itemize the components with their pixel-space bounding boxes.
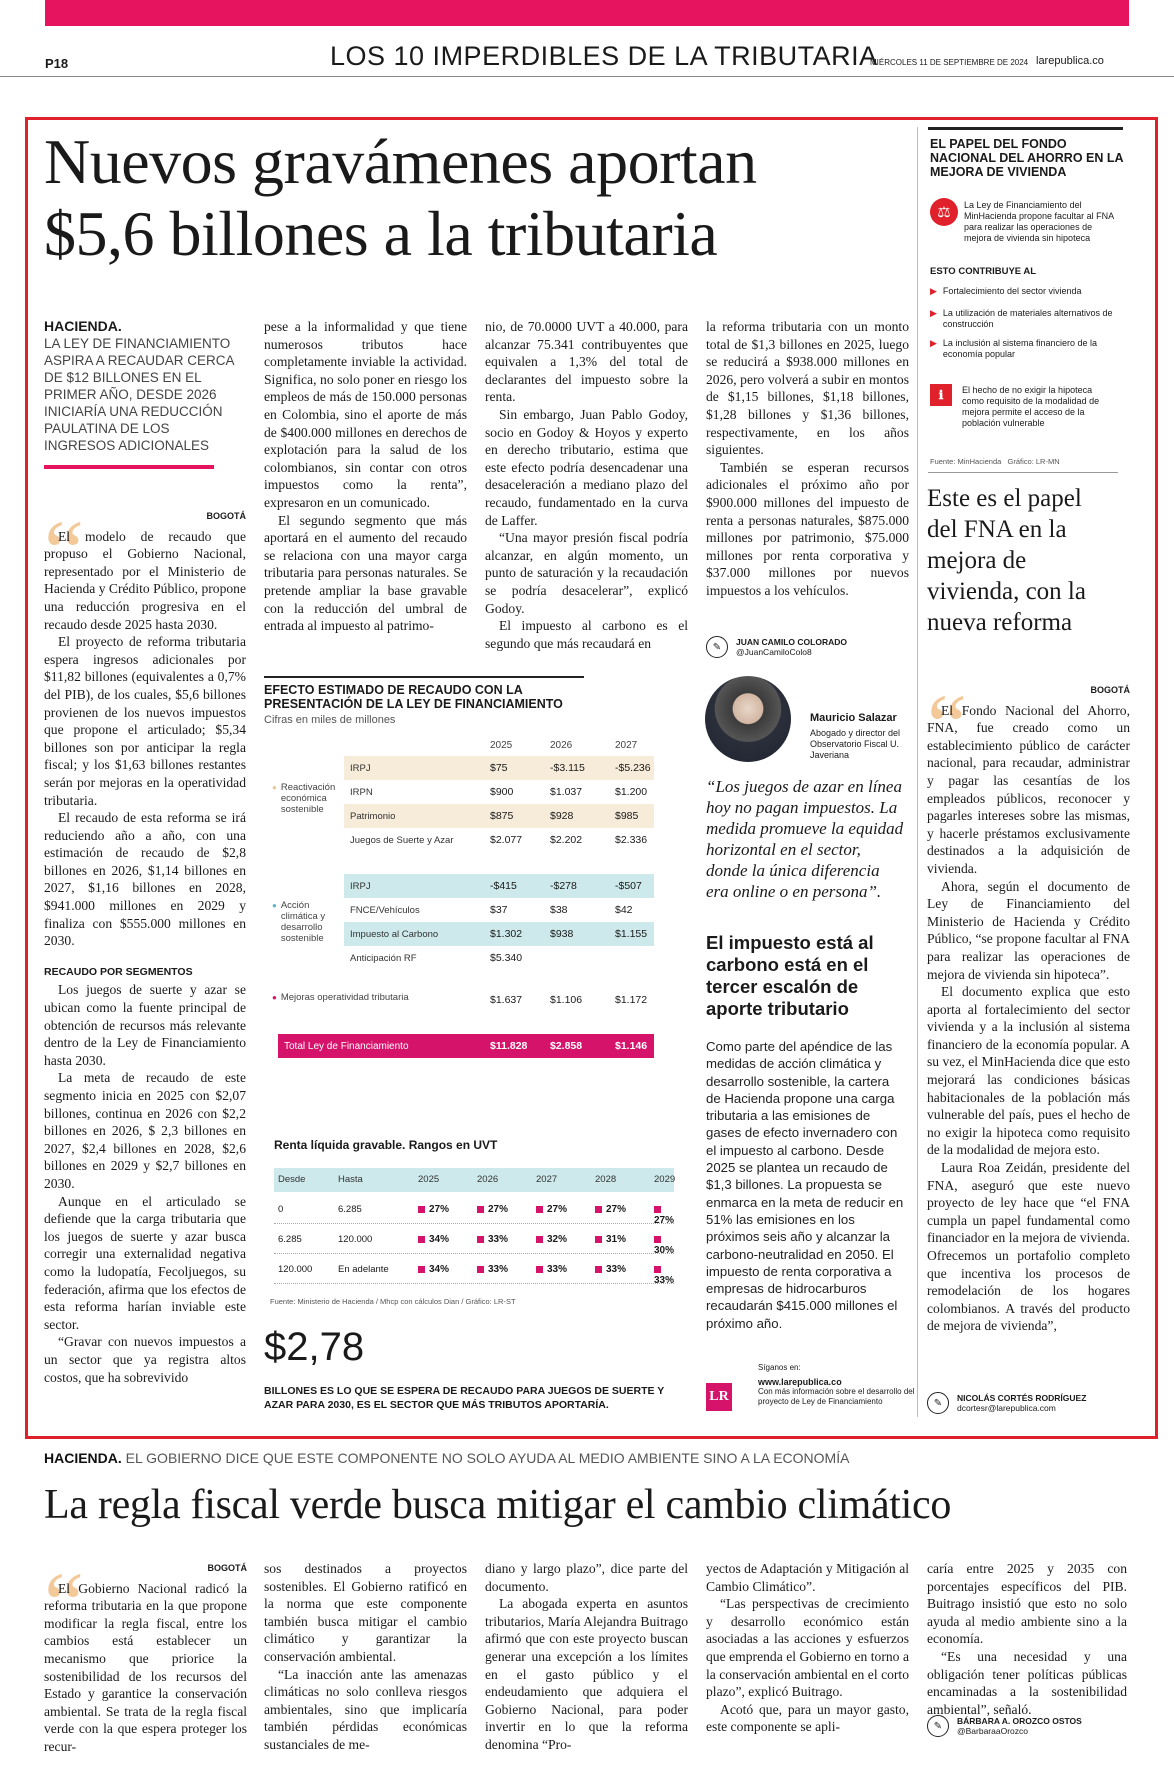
deck-underline [44, 465, 214, 469]
renta-rate-cell: 27% [595, 1204, 626, 1215]
value-cell: $75 [490, 762, 508, 774]
value-cell: $1.172 [615, 994, 648, 1006]
paragraph: El proyecto de reforma tributaria espera ingresos adicionales por $11,82 billones (equivalentes a 0,7% del PIB), de los cuales, $5,6 billones provienen de los nuevos impuestos que propone el articulado; $5,34 billones son por anticipar la regla fiscal; y los $1,63 billones restantes serán por mejoras en la operatividad tributaria. [44, 634, 246, 808]
value-cell: $875 [490, 810, 514, 822]
paragraph: El Fondo Nacional del Ahorro, FNA, fue creado como un establecimiento público de carácter nacional, para recaudar, administrar y pagar las cesantías de los empleados públicos, reconocer y pagarles intereses sobre las mismas, y hacerle préstamos exclusivamente destinados a la adquisición de vivienda. [927, 702, 1130, 876]
main-deck: LA LEY DE FINANCIAMIENTO ASPIRA A RECAUDAR CERCA DE $12 BILLONES EN EL PRIMER AÑO, DESDE 2026 INICIARÍA UNA REDUCCIÓN PAULATINA DE LOS INGRESOS ADICIONALES [44, 336, 234, 453]
value-cell: $1.200 [615, 786, 648, 798]
contrib-list [930, 286, 1125, 368]
paragraph: También se esperan recursos adicionales el próximo año por $900.000 millones del impuesto de renta a personas naturales, $875.000 millones por patrimonio, $75.000 millones por renta corporativa y $37.000 millones por nuevos impuestos a los vehículos. [706, 459, 909, 598]
info-icon: ℹ [930, 384, 952, 406]
renta-range-cell: 0 [278, 1204, 284, 1215]
chart-top-rule [264, 676, 584, 678]
second-column-1 [44, 1555, 247, 1756]
second-column-2 [264, 1560, 467, 1754]
sidebar-graphic-rule [928, 472, 1118, 473]
square-marker-icon [654, 1206, 661, 1213]
group-name: Reactivación económica sostenible [280, 782, 336, 815]
main-column-2 [264, 318, 467, 635]
square-marker-icon [536, 1266, 543, 1273]
renta-header-cell: 2025 [418, 1174, 440, 1185]
lr-logo: LR [706, 1383, 732, 1411]
bullet-dot-icon: ● [272, 783, 277, 792]
group-label [272, 782, 344, 815]
sidebar-intro: La Ley de Financiamiento del MinHacienda propone facultar al FNA para realizar las operaciones de mejora de vivienda sin hipoteca [964, 200, 1114, 243]
renta-rate-cell: 33% [654, 1264, 674, 1286]
paragraph: El segundo segmento que más aportará en el aumento del recaudo se relaciona con una mayor carga tributaria para personas naturales. Se pretende ampliar la base gravable con la reducción del umbral de entrada al impuesto al patrimo- [264, 512, 467, 634]
renta-range-cell: 6.285 [278, 1234, 302, 1245]
pen-icon: ✎ [927, 1715, 949, 1737]
paragraph: nio, de 70.0000 UVT a 40.000, para alcanzar 75.341 contribuyentes que equivalen a 1,3% del total de declarantes del impuesto sobre la renta. [485, 319, 688, 405]
value-cell: -$5.236 [615, 762, 651, 774]
issue-date: MIÉRCOLES 11 DE SEPTIEMBRE DE 2024 [870, 58, 1029, 67]
renta-header-cell: Desde [278, 1174, 306, 1185]
sidebar-body [927, 677, 1130, 1335]
contrib-label: ESTO CONTRIBUYE AL [930, 266, 1037, 277]
top-color-bar [45, 0, 1129, 26]
quote-mark-icon: “ [44, 503, 84, 602]
row-label: IRPN [350, 786, 373, 798]
renta-range-cell: 120.000 [338, 1234, 373, 1245]
row-label: Patrimonio [350, 810, 396, 822]
square-marker-icon [595, 1236, 602, 1243]
paragraph: diano y largo plazo”, dice parte del documento. [485, 1561, 688, 1594]
square-marker-icon [536, 1236, 543, 1243]
main-kicker: HACIENDA. [44, 318, 122, 334]
renta-rate-cell: 33% [477, 1264, 508, 1275]
triangle-bullet-icon: ▶ [930, 338, 937, 348]
follow-label: Síganos en: [758, 1363, 801, 1372]
value-cell: $2.077 [490, 834, 523, 846]
square-marker-icon [418, 1266, 425, 1273]
square-marker-icon [418, 1236, 425, 1243]
renta-row [274, 1228, 674, 1254]
value-cell: $2.336 [615, 834, 648, 846]
follow-note: Con más información sobre el desarrollo del proyecto de Ley de Financiamiento [758, 1387, 915, 1406]
group-name: Acción climática y desarrollo sostenible [280, 900, 326, 944]
estimate-table [264, 736, 684, 1096]
renta-header-cell: Hasta [338, 1174, 363, 1185]
square-marker-icon [477, 1206, 484, 1213]
value-cell: -$415 [490, 880, 517, 892]
row-label: IRPJ [350, 880, 371, 892]
total-row [278, 1034, 654, 1058]
square-marker-icon [477, 1266, 484, 1273]
row-label: Impuesto al Carbono [350, 928, 439, 940]
chart-source: Fuente: Ministerio de Hacienda / Mhcp con cálculos Dian / Gráfico: LR-ST [270, 1297, 516, 1306]
section-title: LOS 10 IMPERDIBLES DE LA TRIBUTARIA [330, 41, 878, 71]
triangle-bullet-icon: ▶ [930, 308, 937, 318]
table-row [344, 898, 654, 922]
paragraph: El Gobierno Nacional radicó la reforma tributaria en la que propone modificar la regla fiscal, entre los cambios está establecer un mecanismo que priorice la sostenibilidad de los recursos del Estado y garantice la conservación ambiental. Se trata de la regla fiscal verde con la que espera proteger los recur- [44, 1580, 247, 1754]
pen-icon: ✎ [706, 636, 728, 658]
renta-table [274, 1168, 674, 1288]
headline-line-2: $5,6 billones a la tributaria [44, 198, 718, 269]
row-label: IRPJ [350, 762, 371, 774]
square-marker-icon [595, 1206, 602, 1213]
dateline: BOGOTÁ [206, 511, 246, 521]
renta-range-cell: 120.000 [278, 1264, 313, 1275]
paragraph: “Es una necesidad y una obligación tener políticas públicas encaminadas a la sostenibilidad ambiental”, señaló. [927, 1648, 1127, 1717]
renta-rate-cell: 27% [418, 1204, 449, 1215]
year-header: 2027 [615, 740, 638, 751]
header-rule [0, 76, 1174, 77]
site-link[interactable]: larepublica.co [1036, 55, 1104, 67]
paragraph: Aunque en el articulado se defiende que la carga tributaria que los juegos de suerte y azar busca corregir una externalidad negativa como la ludopatía, Fecoljuegos, su federación, afirma que los efectos de esta reforma harían inviable este sector. [44, 1193, 246, 1332]
sidebar-title: EL PAPEL DEL FONDO NACIONAL DEL AHORRO EN LA MEJORA DE VIVIENDA [930, 137, 1124, 179]
paragraph: Los juegos de suerte y azar se ubican como la fuente principal de obtención de recursos más relevante dentro de la Ley de Financiamiento hasta 2030. [44, 982, 246, 1068]
table-row [344, 946, 654, 970]
second-kicker: HACIENDA. [44, 1450, 122, 1466]
renta-rate-cell: 32% [536, 1234, 567, 1245]
paragraph: pese a la informalidad y que tiene numerosos tributos hace completamente inviable la actividad. Significa, no solo poner en riesgo los empleos de más de 150.000 personas en Colombia, sino el aporte de más de $400.000 millones en derechos de explotación para la salud de los colombianos, sin contar con otros impuestos como la renta”, expresaron en un comunicado. [264, 319, 467, 510]
value-cell: $928 [550, 810, 574, 822]
paragraph: Laura Roa Zeidán, presidente del FNA, aseguró que este nuevo proyecto de ley hace que “el FNA cumpla un papel fundamental como financiador en la mejora de vivienda. Ofrecemos un portafolio completo que incentiva los procesos de remodelación de los hogares colombianos. A través del producto de mejora de vivienda”, [927, 1160, 1130, 1334]
page-number: P18 [45, 56, 69, 71]
total-value: $11.828 [490, 1040, 528, 1052]
value-cell: $1.637 [490, 994, 523, 1006]
renta-title: Renta líquida gravable. Rangos en UVT [274, 1138, 498, 1152]
second-headline: La regla fiscal verde busca mitigar el cambio climático [44, 1482, 952, 1528]
paragraph: Sin embargo, Juan Pablo Godoy, socio en Godoy & Hoyos y experto en derecho tributario, estima que este efecto podría desencadenar una desaceleración a mediano plazo del recaudo, fundamentado en la curva de Laffer. [485, 406, 688, 528]
paragraph: “Las perspectivas de crecimiento y desarrollo económico están asociadas a las acciones y esfuerzos que emprenda el Gobierno en torno a la conservación ambiental en el corto plazo”, explicó Buitrago. [706, 1596, 909, 1700]
square-marker-icon [595, 1266, 602, 1273]
renta-rate-cell: 34% [418, 1264, 449, 1275]
main-column-4 [706, 318, 909, 600]
interviewee-role: Abogado y director del Observatorio Fiscal U. Javeriana [810, 728, 901, 760]
row-label: Anticipación RF [350, 952, 417, 964]
gavel-icon: ⚖ [930, 198, 958, 226]
paragraph: El impuesto al carbono es el segundo que más recaudará en [485, 618, 688, 651]
paragraph: Ahora, según el documento de Ley de Financiamiento del Ministerio de Hacienda y Crédito Público, “se propone facultar al FNA para realizar las operaciones de mejora de vivienda sin hipoteca”. [927, 878, 1130, 982]
dateline: BOGOTÁ [1090, 685, 1130, 695]
renta-range-cell: En adelante [338, 1264, 389, 1275]
interview-quote: “Los juegos de azar en línea hoy no pagan impuestos. La medida promueve la equidad horizontal en el sector, donde la única diferencia era online o en persona”. [706, 777, 904, 901]
group-name: Mejoras operatividad tributaria [280, 992, 409, 1003]
dateline: BOGOTÁ [207, 1563, 247, 1573]
paragraph: La meta de recaudo de este segmento inicia en 2025 con $2,07 billones, continua en 2026 con $2,2 billones en 2026, $ 2,3 billones en 2027, $2,4 billones en 2028, $2,6 billones en 2029 y $2,7 billones en 2030. [44, 1070, 246, 1191]
value-cell: $2.202 [550, 834, 583, 846]
table-row [344, 828, 654, 852]
quote-mark-icon: “ [927, 677, 967, 776]
main-headline [44, 126, 757, 270]
renta-header-cell: 2028 [595, 1174, 617, 1185]
value-cell: $985 [615, 810, 639, 822]
group-label [272, 992, 472, 1003]
value-cell: $938 [550, 928, 574, 940]
square-marker-icon [654, 1266, 661, 1273]
square-marker-icon [418, 1206, 425, 1213]
second-column-3 [485, 1560, 688, 1754]
paragraph: “Una mayor presión fiscal podría alcanzar, en algún momento, un punto de saturación y la recaudación se podría desacelerar”, explicó Godoy. [485, 530, 688, 616]
value-cell: $1.302 [490, 928, 523, 940]
main-column-3 [485, 318, 688, 652]
highlight-subhead: El impuesto está al carbono está en el tercer escalón de aporte tributario [706, 932, 874, 1019]
big-number-caption: BILLONES ES LO QUE SE ESPERA DE RECAUDO PARA JUEGOS DE SUERTE Y AZAR PARA 2030, ES EL SECTOR QUE MÁS TRIBUTOS APORTARÍA. [264, 1385, 665, 1411]
list-item: ▶ La utilización de materiales alternativos de construcción [930, 308, 1125, 338]
sidebar-headline: Este es el papel del FNA en la mejora de vivienda, con la nueva reforma [927, 485, 1086, 636]
pen-icon: ✎ [927, 1392, 949, 1414]
renta-header-row [274, 1168, 674, 1192]
renta-header-cell: 2027 [536, 1174, 558, 1185]
author-email[interactable]: dcortesr@larepublica.com [957, 1403, 1056, 1413]
group-label [272, 900, 344, 944]
subhead: RECAUDO POR SEGMENTOS [44, 965, 193, 978]
renta-header-cell: 2029 [654, 1174, 676, 1185]
renta-rate-cell: 33% [536, 1264, 567, 1275]
paragraph: Acotó que, para un mayor gasto, este componente se apli- [706, 1701, 909, 1735]
big-number: $2,78 [264, 1325, 365, 1369]
renta-rate-cell: 27% [654, 1204, 674, 1226]
bullet-dot-icon: ● [272, 901, 277, 910]
table-row [344, 780, 654, 804]
renta-row [274, 1258, 674, 1284]
quote-mark-icon: “ [44, 1555, 84, 1654]
renta-rate-cell: 30% [654, 1234, 674, 1256]
paragraph: “Gravar con nuevos impuestos a un sector que ya registra altos costos, que ha sobrevivido [44, 1334, 246, 1385]
interviewee-name: Mauricio Salazar [810, 712, 897, 724]
paragraph: la reforma tributaria con un monto total de $1,3 billones en 2025, luego se reducirá a $938.000 millones en 2026, pero volverá a subir en montos de $1,15 billones, $1,18 billones, $1,28 billones y $1,36 billones, respectivamente, en los años siguientes. [706, 319, 909, 458]
value-cell: $5.340 [490, 952, 523, 964]
sidebar-author [927, 1392, 1086, 1414]
table-row [344, 804, 654, 828]
chart-title: EFECTO ESTIMADO DE RECAUDO CON LA PRESENTACIÓN DE LA LEY DE FINANCIAMIENTO [264, 683, 563, 711]
paragraph: sos destinados a proyectos sostenibles. El Gobierno ratificó en la norma que este componente también busca mitigar el cambio climático y garantizar la conservación ambiental. [264, 1561, 467, 1664]
row-label: Juegos de Suerte y Azar [350, 834, 454, 846]
main-column-1 [44, 503, 246, 1386]
renta-rate-cell: 34% [418, 1234, 449, 1245]
paragraph: El recaudo de esta reforma se irá reduciendo año a año, con una estimación de recaudo de $2,8 billones en 2026, $1,14 billones en 2027, $1,16 billones en 2028, $941.000 millones en 2029 y finaliza con $555.000 millones en 2030. [44, 810, 246, 949]
paragraph: yectos de Adaptación y Mitigación al Cambio Climático”. [706, 1561, 909, 1594]
total-value: $2.858 [550, 1040, 583, 1052]
value-cell: $1.106 [550, 994, 583, 1006]
second-deck: EL GOBIERNO DICE QUE ESTE COMPONENTE NO SOLO AYUDA AL MEDIO AMBIENTE SINO A LA ECONOMÍA [125, 1450, 850, 1466]
chart-subtitle: Cifras en miles de millones [264, 714, 396, 726]
author-handle[interactable]: @JuanCamiloColo8 [736, 647, 812, 657]
renta-range-cell: 6.285 [338, 1204, 362, 1215]
paragraph: caría entre 2025 y 2035 con porcentajes específicos del PIB. Buitrago insistió que esto no solo ayuda al medio ambiente sino a la economía. [927, 1561, 1127, 1647]
author-name: BÁRBARA A. OROZCO OSTOS [957, 1716, 1082, 1726]
second-column-5 [927, 1560, 1127, 1718]
paragraph: “La inacción ante las amenazas climáticas no solo conlleva riesgos ambientales, sino que implicaría también pérdidas económicas sustanciales de me- [264, 1666, 467, 1752]
paragraph: El modelo de recaudo que propuso el Gobierno Nacional, representado por el Ministerio de Hacienda y Crédito Público, propone una reducción progresiva en el recaudo desde 2025 hasta 2030. [44, 528, 246, 632]
author-handle[interactable]: @BarbaraaOrozco [957, 1726, 1028, 1736]
square-marker-icon [477, 1236, 484, 1243]
second-kicker-line [44, 1450, 849, 1466]
follow-site-link[interactable]: www.larepublica.co [758, 1377, 842, 1387]
renta-rate-cell: 33% [595, 1264, 626, 1275]
renta-rate-cell: 31% [595, 1234, 626, 1245]
author-name: JUAN CAMILO COLORADO [736, 637, 847, 647]
author-name: NICOLÁS CORTÉS RODRÍGUEZ [957, 1393, 1087, 1403]
total-value: $1.146 [615, 1040, 648, 1052]
second-column-4 [706, 1560, 909, 1736]
value-cell: -$3.115 [550, 762, 585, 774]
author-byline [706, 636, 847, 658]
year-header: 2025 [490, 740, 513, 751]
list-item: ▶ La inclusión al sistema financiero de la economía popular [930, 338, 1125, 368]
sidebar-source: Fuente: MinHacienda Gráfico: LR-MN [930, 457, 1060, 466]
renta-rate-cell: 27% [477, 1204, 508, 1215]
square-marker-icon [536, 1206, 543, 1213]
table-row [344, 922, 654, 946]
year-header: 2026 [550, 740, 573, 751]
value-cell: -$507 [615, 880, 642, 892]
bullet-dot-icon: ● [272, 993, 277, 1002]
interview-body: Como parte del apéndice de las medidas de acción climática y desarrollo sostenible, la cartera de Hacienda propone una carga tributaria a las emisiones de gases de efecto invernadero con el impuesto al carbono. Desde 2025 se plantea un recaudo de $1,3 billones. La propuesta se enmarca en la meta de reducir en 51% las emisiones en los próximos seis año y alcanzar la carbono-neutralidad en 2050. El impuesto de renta corporativa a empresas de hidrocarburos recaudarán $415.000 millones el próximo año. [706, 1039, 904, 1331]
follow-block [758, 1363, 918, 1407]
renta-rate-cell: 27% [536, 1204, 567, 1215]
value-cell: $1.037 [550, 786, 583, 798]
value-cell: -$278 [550, 880, 577, 892]
row-label: FNCE/Vehículos [350, 904, 420, 916]
paragraph: La abogada experta en asuntos tributarios, María Alejandra Buitrago afirmó que con este proyecto buscan generar una excepción a los límites en el gasto público y el endeudamiento que adquiera el Gobierno Nacional, para poder invertir en lo que la reforma denomina “Pro- [485, 1596, 688, 1752]
value-cell: $900 [490, 786, 514, 798]
list-item: ▶ Fortalecimiento del sector vivienda [930, 286, 1125, 308]
value-cell: $1.155 [615, 928, 648, 940]
renta-rate-cell: 33% [477, 1234, 508, 1245]
second-author [927, 1715, 1082, 1737]
interviewee-photo [705, 676, 791, 762]
table-row [344, 756, 654, 780]
renta-header-cell: 2026 [477, 1174, 499, 1185]
column-divider [917, 127, 918, 1417]
value-cell: $42 [615, 904, 633, 916]
sidebar-top-rule [928, 127, 1123, 130]
square-marker-icon [654, 1236, 661, 1243]
triangle-bullet-icon: ▶ [930, 286, 937, 296]
headline-line-1: Nuevos gravámenes aportan [44, 126, 757, 197]
renta-row [274, 1198, 674, 1224]
table-row [344, 874, 654, 898]
total-label: Total Ley de Financiamiento [284, 1040, 409, 1052]
value-cell: $37 [490, 904, 508, 916]
sidebar-note: El hecho de no exigir la hipoteca como requisito de la modalidad de mejora permite el acceso de la población vulnerable [962, 385, 1100, 428]
value-cell: $38 [550, 904, 568, 916]
paragraph: El documento explica que esto aporta al fortalecimiento del sector vivienda y a la inclusión al sistema financiero de la economía popular. A su vez, el MinHacienda dice que esto mejorará las condiciones básicas habitacionales de la población más vulnerable del país, pues el hecho de no exigir la hipoteca como requisito de la modalidad de mejora esto. [927, 984, 1130, 1158]
